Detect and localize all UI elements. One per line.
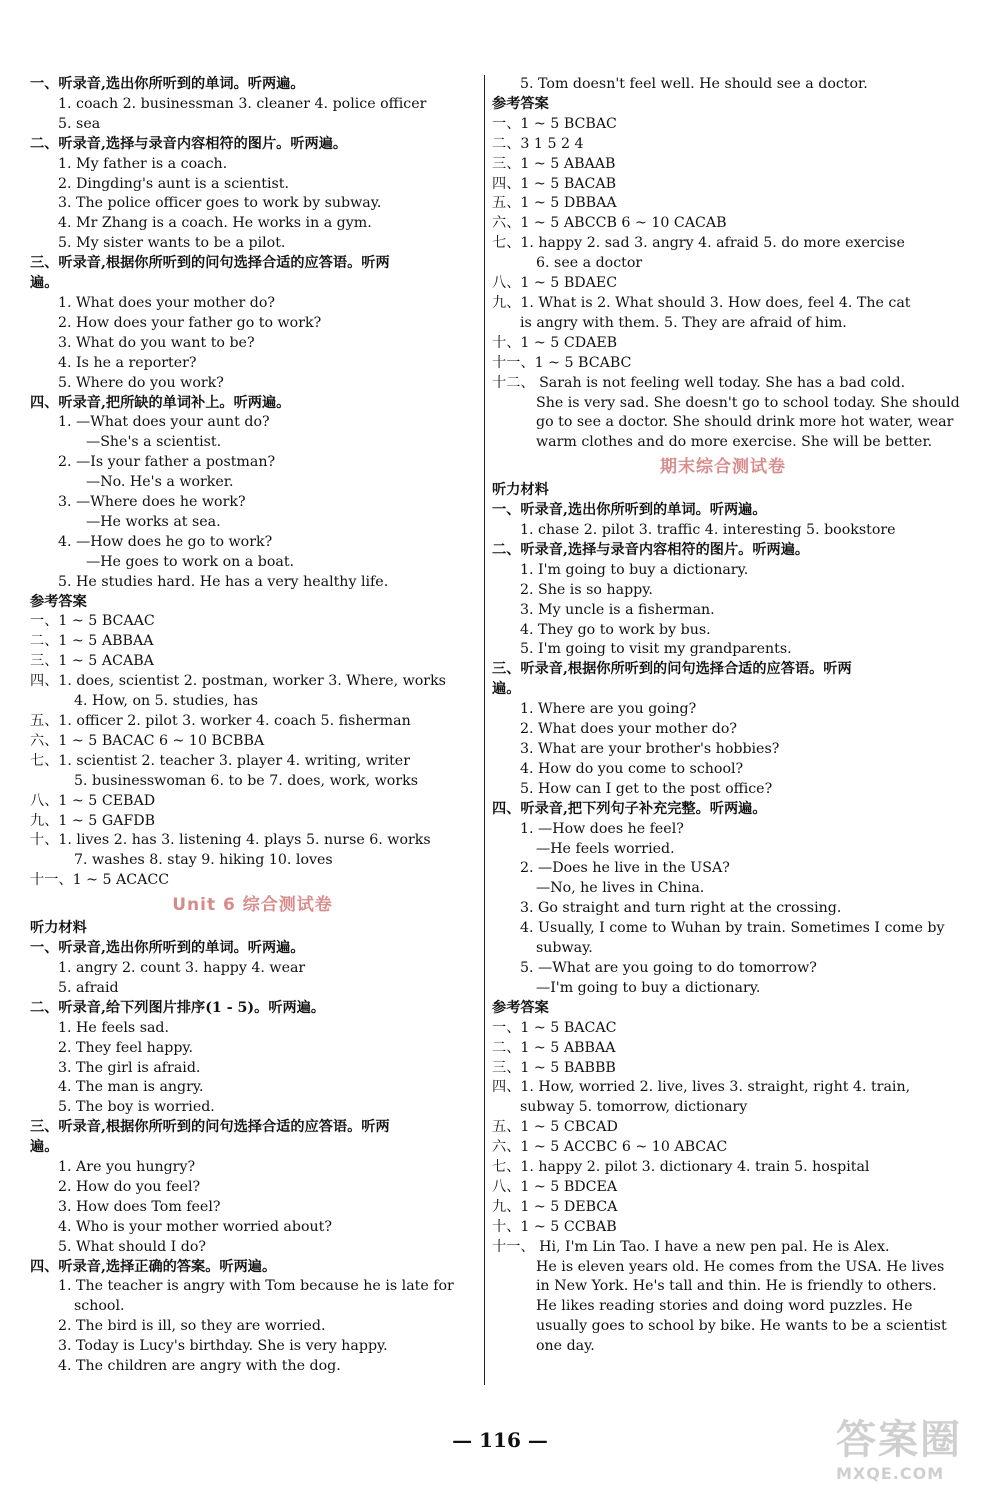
text-line: 十一、1 ~ 5 ACACC bbox=[30, 872, 170, 889]
text-line: 1. The teacher is angry with Tom because he is late for bbox=[58, 1278, 454, 1295]
text-line: 四、1. does, scientist 2. postman, worker 3. Where, works bbox=[30, 673, 446, 690]
text-line: 3. My uncle is a fisherman. bbox=[520, 601, 715, 618]
text-line: She is very sad. She doesn't go to school today. She should bbox=[536, 394, 960, 411]
question-heading: 三、听录音,根据你所听到的问句选择合适的应答语。听两 bbox=[492, 661, 852, 678]
page-number: — 116 — bbox=[452, 1428, 548, 1452]
text-line: 3. What are your brother's hobbies? bbox=[520, 741, 780, 757]
text-line: 2. The bird is ill, so they are worried. bbox=[58, 1318, 326, 1335]
text-line: 7. washes 8. stay 9. hiking 10. loves bbox=[74, 852, 333, 869]
question-heading: 遍。 bbox=[30, 1139, 59, 1156]
question-heading: 三、听录音,根据你所听到的问句选择合适的应答语。听两 bbox=[30, 1119, 390, 1136]
text-line: 二、1 ~ 5 ABBAA bbox=[492, 1039, 616, 1056]
text-line: 1. Where are you going? bbox=[520, 701, 697, 718]
text-line: 4. Usually, I come to Wuhan by train. Sometimes I come by bbox=[520, 920, 945, 937]
text-line: —He goes to work on a boat. bbox=[86, 553, 295, 570]
text-line: 6. see a doctor bbox=[536, 255, 643, 272]
text-line: 三、1 ~ 5 ACABA bbox=[30, 653, 154, 670]
section-title: Unit 6 综合测试卷 bbox=[172, 895, 333, 916]
question-heading: 听力材料 bbox=[30, 920, 87, 937]
text-line: 4. Mr Zhang is a coach. He works in a gym. bbox=[58, 215, 372, 232]
column-divider bbox=[484, 75, 485, 1385]
text-line: 5. afraid bbox=[58, 979, 119, 996]
text-line: 七、1. scientist 2. teacher 3. player 4. writing, writer bbox=[30, 752, 410, 769]
text-line: 二、1 ~ 5 ABBAA bbox=[30, 633, 154, 650]
text-line: 1. coach 2. businessman 3. cleaner 4. police officer bbox=[58, 95, 427, 112]
text-line: 1. My father is a coach. bbox=[58, 155, 228, 172]
text-line: 5. He studies hard. He has a very healthy life. bbox=[58, 573, 389, 590]
text-line: 三、1 ~ 5 BABBB bbox=[492, 1059, 616, 1076]
text-line: —He feels worried. bbox=[536, 840, 675, 857]
text-line: 5. My sister wants to be a pilot. bbox=[58, 235, 286, 252]
text-line: 一、1 ~ 5 BACAC bbox=[492, 1019, 617, 1036]
text-line: 3. Today is Lucy's birthday. She is very happy. bbox=[58, 1338, 388, 1355]
text-line: 1. —What does your aunt do? bbox=[58, 414, 270, 431]
text-line: 2. She is so happy. bbox=[520, 581, 653, 598]
text-line: 1. He feels sad. bbox=[58, 1019, 170, 1036]
question-heading: 参考答案 bbox=[492, 95, 549, 112]
text-line: subway. bbox=[536, 940, 593, 957]
question-heading: 二、听录音,选择与录音内容相符的图片。听两遍。 bbox=[30, 135, 348, 152]
question-heading: 一、听录音,选出你所听到的单词。听两遍。 bbox=[30, 76, 305, 92]
right-column bbox=[492, 75, 960, 1357]
text-line: He is eleven years old. He comes from the USA. He lives bbox=[536, 1258, 945, 1275]
text-line: 1. —How does he feel? bbox=[520, 820, 684, 837]
text-line: 2. How do you feel? bbox=[58, 1178, 201, 1195]
text-line: 七、1. happy 2. sad 3. angry 4. afraid 5. do more exercise bbox=[492, 235, 905, 252]
question-heading: 四、听录音,把所缺的单词补上。听两遍。 bbox=[30, 394, 291, 411]
text-line: 八、1 ~ 5 CEBAD bbox=[30, 792, 156, 809]
text-line: —No. He's a worker. bbox=[86, 474, 234, 491]
question-heading: 一、听录音,选出你所听到的单词。听两遍。 bbox=[30, 940, 305, 957]
text-line: in New York. He's tall and thin. He is friendly to others. bbox=[536, 1278, 937, 1295]
text-line: 1. I'm going to buy a dictionary. bbox=[520, 561, 749, 578]
text-line: 十、1 ~ 5 CCBAB bbox=[492, 1218, 617, 1235]
text-line: 三、1 ~ 5 ABAAB bbox=[492, 155, 616, 172]
text-line: 2. —Is your father a postman? bbox=[58, 454, 276, 471]
text-line: 八、1 ~ 5 BDCEA bbox=[492, 1178, 618, 1195]
text-line: 3. What do you want to be? bbox=[58, 334, 255, 351]
text-line: 二、3 1 5 2 4 bbox=[492, 135, 584, 152]
text-line: 十一、 Hi, I'm Lin Tao. I have a new pen pal. He is Alex. bbox=[492, 1238, 890, 1255]
question-heading: 二、听录音,给下列图片排序(1 - 5)。听两遍。 bbox=[30, 999, 326, 1016]
text-line: 3. —Where does he work? bbox=[58, 494, 246, 511]
text-line: 1. What does your mother do? bbox=[58, 294, 275, 311]
question-heading: 参考答案 bbox=[30, 593, 87, 610]
text-line: 六、1 ~ 5 ACCBC 6 ~ 10 ABCAC bbox=[492, 1139, 728, 1156]
text-line: 3. How does Tom feel? bbox=[58, 1198, 221, 1215]
text-line: is angry with them. 5. They are afraid of him. bbox=[520, 314, 847, 331]
text-line: school. bbox=[74, 1298, 125, 1315]
watermark-logo bbox=[836, 1416, 986, 1496]
question-heading: 遍。 bbox=[30, 275, 59, 292]
text-line: 2. Dingding's aunt is a scientist. bbox=[58, 175, 289, 192]
question-heading: 四、听录音,把下列句子补充完整。听两遍。 bbox=[492, 800, 767, 817]
section-title: 期末综合测试卷 bbox=[660, 457, 786, 478]
text-line: 九、1 ~ 5 GAFDB bbox=[30, 812, 156, 829]
text-line: 一、1 ~ 5 BCAAC bbox=[30, 613, 155, 630]
text-line: 2. —Does he live in the USA? bbox=[520, 860, 730, 877]
text-line: 3. The girl is afraid. bbox=[58, 1059, 201, 1076]
text-line: 5. How can I get to the post office? bbox=[520, 780, 773, 797]
text-line: 五、1 ~ 5 CBCAD bbox=[492, 1119, 618, 1136]
text-line: 4. Who is your mother worried about? bbox=[58, 1218, 332, 1235]
text-line: 3. Go straight and turn right at the crossing. bbox=[520, 900, 842, 917]
text-line: 5. Tom doesn't feel well. He should see a doctor. bbox=[520, 76, 868, 92]
text-line: 5. Where do you work? bbox=[58, 374, 224, 391]
text-line: 1. angry 2. count 3. happy 4. wear bbox=[58, 959, 306, 976]
text-line: 十二、 Sarah is not feeling well today. She has a bad cold. bbox=[492, 374, 906, 391]
text-line: subway 5. tomorrow, dictionary bbox=[520, 1099, 748, 1116]
text-line: 5. What should I do? bbox=[58, 1238, 207, 1255]
text-line: He likes reading stories and doing word puzzles. He bbox=[536, 1298, 913, 1315]
left-column bbox=[30, 75, 475, 1377]
question-heading: 一、听录音,选出你所听到的单词。听两遍。 bbox=[492, 502, 767, 519]
text-line: 四、1 ~ 5 BACAB bbox=[492, 175, 617, 192]
text-line: 4. How do you come to school? bbox=[520, 760, 744, 777]
question-heading: 参考答案 bbox=[492, 999, 549, 1016]
text-line: 4. —How does he go to work? bbox=[58, 533, 273, 550]
question-heading: 听力材料 bbox=[492, 482, 549, 499]
text-line: 4. The man is angry. bbox=[58, 1079, 204, 1096]
text-line: 4. They go to work by bus. bbox=[520, 621, 711, 638]
text-line: —I'm going to buy a dictionary. bbox=[536, 979, 761, 996]
text-line: 十、1. lives 2. has 3. listening 4. plays 5. nurse 6. works bbox=[30, 832, 431, 849]
text-line: 4. How, on 5. studies, has bbox=[74, 693, 258, 710]
text-line: —He works at sea. bbox=[86, 513, 221, 530]
text-line: 十一、1 ~ 5 BCABC bbox=[492, 354, 632, 371]
text-line: 1. chase 2. pilot 3. traffic 4. interesting 5. bookstore bbox=[520, 522, 896, 539]
text-line: warm clothes and do more exercise. She will be better. bbox=[536, 434, 933, 451]
text-line: 六、1 ~ 5 BACAC 6 ~ 10 BCBBA bbox=[30, 732, 265, 749]
text-line: —She's a scientist. bbox=[86, 434, 222, 451]
question-heading: 二、听录音,选择与录音内容相符的图片。听两遍。 bbox=[492, 541, 810, 558]
text-line: 五、1 ~ 5 DBBAA bbox=[492, 195, 617, 212]
text-line: 1. Are you hungry? bbox=[58, 1159, 196, 1176]
text-line: 九、1 ~ 5 DEBCA bbox=[492, 1198, 618, 1215]
text-line: go to see a doctor. She should drink more hot water, wear bbox=[536, 414, 954, 431]
text-line: 4. Is he a reporter? bbox=[58, 354, 197, 371]
text-line: 5. businesswoman 6. to be 7. does, work, works bbox=[74, 772, 419, 789]
text-line: —No, he lives in China. bbox=[536, 880, 705, 897]
text-line: 5. I'm going to visit my grandparents. bbox=[520, 641, 792, 658]
question-heading: 四、听录音,选择正确的答案。听两遍。 bbox=[30, 1258, 277, 1275]
text-line: 七、1. happy 2. pilot 3. dictionary 4. train 5. hospital bbox=[492, 1159, 870, 1176]
text-line: 十、1 ~ 5 CDAEB bbox=[492, 334, 618, 351]
text-line: 四、1. How, worried 2. live, lives 3. straight, right 4. train, bbox=[492, 1079, 911, 1096]
text-line: 4. The children are angry with the dog. bbox=[58, 1358, 341, 1375]
watermark-url: MXQE.COM bbox=[836, 1464, 945, 1483]
text-line: 5. The boy is worried. bbox=[58, 1099, 215, 1116]
text-line: 八、1 ~ 5 BDAEC bbox=[492, 275, 618, 292]
question-heading: 三、听录音,根据你所听到的问句选择合适的应答语。听两 bbox=[30, 255, 390, 272]
text-line: 5. —What are you going to do tomorrow? bbox=[520, 959, 817, 976]
question-heading: 遍。 bbox=[492, 681, 521, 698]
text-line: 2. What does your mother do? bbox=[520, 721, 737, 738]
text-line: 5. sea bbox=[58, 115, 101, 132]
text-line: 2. How does your father go to work? bbox=[58, 314, 322, 331]
watermark-text: 答案圈 bbox=[836, 1417, 962, 1463]
text-line: 九、1. What is 2. What should 3. How does, feel 4. The cat bbox=[492, 294, 911, 311]
text-line: usually goes to school by bike. He wants to be a scientist bbox=[536, 1318, 947, 1335]
text-line: 3. The police officer goes to work by subway. bbox=[58, 195, 382, 212]
text-line: 六、1 ~ 5 ABCCB 6 ~ 10 CACAB bbox=[492, 215, 727, 232]
text-line: 五、1. officer 2. pilot 3. worker 4. coach 5. fisherman bbox=[30, 713, 411, 729]
text-line: 一、1 ~ 5 BCBAC bbox=[492, 115, 617, 132]
text-line: 2. They feel happy. bbox=[58, 1039, 194, 1056]
text-line: one day. bbox=[536, 1338, 595, 1355]
